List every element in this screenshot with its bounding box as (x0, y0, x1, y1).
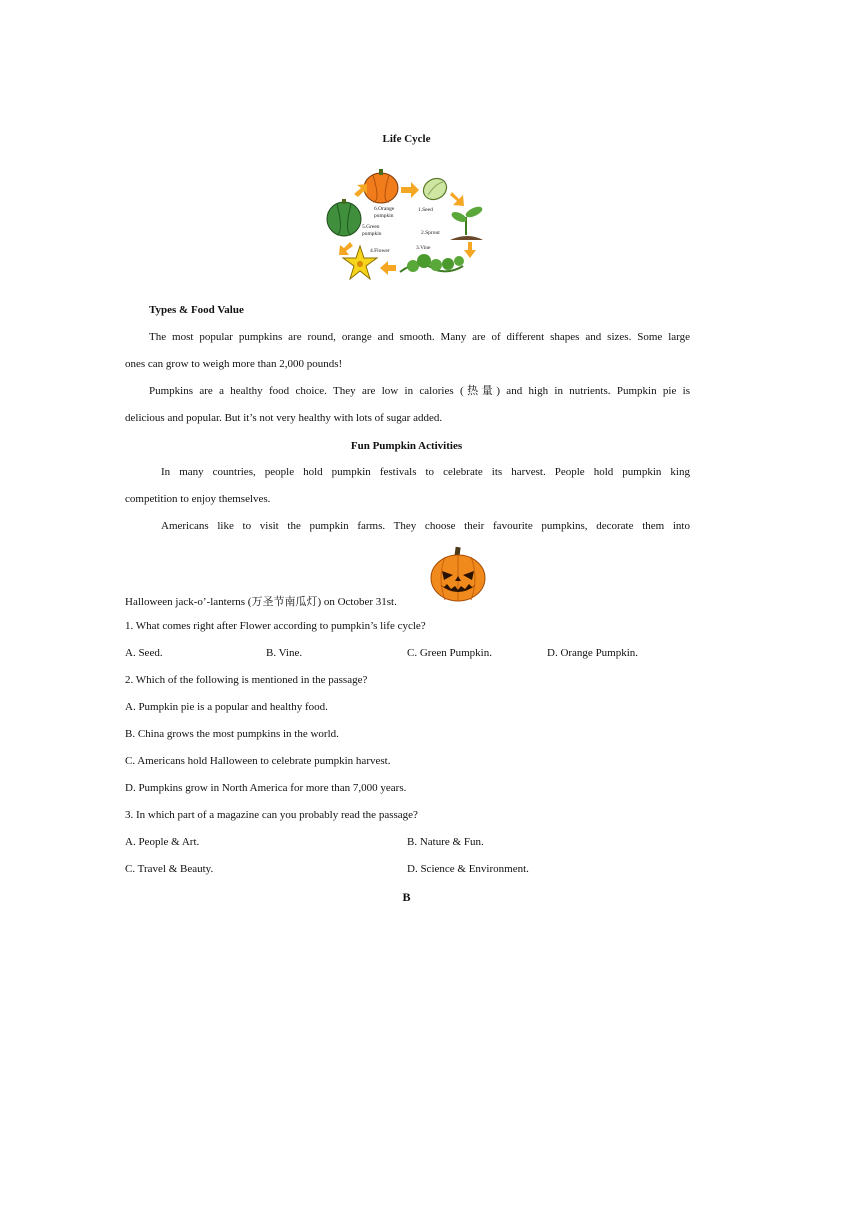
stage-label: 4.Flower (370, 248, 390, 254)
paragraph-line: The most popular pumpkins are round, orange and smooth. Many are of different shapes and sizes. Some large (149, 331, 690, 343)
question-2-option-d: D. Pumpkins grow in North America for more than 7,000 years. (125, 782, 407, 794)
green-pumpkin-icon (327, 199, 361, 236)
arrow-icon (450, 192, 464, 206)
life-cycle-heading: Life Cycle (382, 133, 431, 145)
stage-label: 3.Vine (416, 245, 431, 251)
paragraph-line: Americans like to visit the pumpkin farms. They choose their favourite pumpkins, decorate them into (161, 520, 690, 532)
stage-label: pumpkin (374, 213, 394, 219)
question-2-option-b: B. China grows the most pumpkins in the world. (125, 728, 339, 740)
question-1-option-c: C. Green Pumpkin. (407, 647, 492, 659)
arrow-icon (380, 261, 396, 275)
question-1-option-a: A. Seed. (125, 647, 163, 659)
question-2-option-c: C. Americans hold Halloween to celebrate pumpkin harvest. (125, 755, 391, 767)
jack-o-lantern-icon (429, 545, 487, 603)
question-1-option-b: B. Vine. (266, 647, 303, 659)
stage-label: 2.Sprout (421, 230, 440, 236)
paragraph-line: Pumpkins are a healthy food choice. They are low in calories (热量) and high in nutrients. Pumpkin pie is (149, 385, 690, 397)
stage-label: pumpkin (362, 231, 382, 237)
paragraph-line: competition to enjoy themselves. (125, 493, 271, 505)
section-b-heading: B (402, 890, 411, 904)
activities-heading: Fun Pumpkin Activities (350, 440, 463, 452)
jack-o-lantern-image (429, 545, 487, 603)
question-2-option-a: A. Pumpkin pie is a popular and healthy food. (125, 701, 328, 713)
vine-icon (400, 254, 464, 272)
question-2-stem: 2. Which of the following is mentioned in the passage? (125, 674, 368, 686)
question-1-stem: 1. What comes right after Flower according to pumpkin’s life cycle? (125, 620, 426, 632)
arrow-icon (401, 182, 419, 198)
arrow-icon (464, 242, 476, 258)
question-3-option-c: C. Travel & Beauty. (125, 863, 214, 875)
question-3-option-a: A. People & Art. (125, 836, 200, 848)
arrow-icon (354, 184, 367, 197)
sprout-icon (450, 205, 484, 240)
question-3-stem: 3. In which part of a magazine can you probably read the passage? (125, 809, 418, 821)
paragraph-line: In many countries, people hold pumpkin festivals to celebrate its harvest. People hold pumpkin king (161, 466, 690, 478)
question-3-option-d: D. Science & Environment. (407, 863, 529, 875)
orange-pumpkin-icon (364, 169, 398, 203)
types-heading: Types & Food Value (149, 304, 244, 316)
arrow-icon (339, 242, 353, 255)
life-cycle-svg (318, 162, 490, 286)
stage-label: 5.Green (362, 224, 380, 230)
activities-paragraph-2 (125, 513, 690, 540)
types-paragraph-2 (125, 378, 690, 432)
stage-label: 6.Orange (374, 206, 395, 212)
stage-label: 1.Seed (418, 207, 433, 213)
question-1-option-d: D. Orange Pumpkin. (547, 647, 639, 659)
paragraph-line: ones can grow to weigh more than 2,000 pounds! (125, 358, 343, 370)
life-cycle-diagram (318, 162, 490, 286)
paragraph-line: delicious and popular. But it’s not very healthy with lots of sugar added. (125, 412, 443, 424)
types-paragraph-1 (125, 324, 690, 378)
paragraph-line: Halloween jack-o’-lanterns (万圣节南瓜灯) on October 31st. (125, 596, 397, 608)
question-3-option-b: B. Nature & Fun. (407, 836, 484, 848)
activities-paragraph-1 (125, 459, 690, 513)
seed-icon (420, 174, 451, 203)
